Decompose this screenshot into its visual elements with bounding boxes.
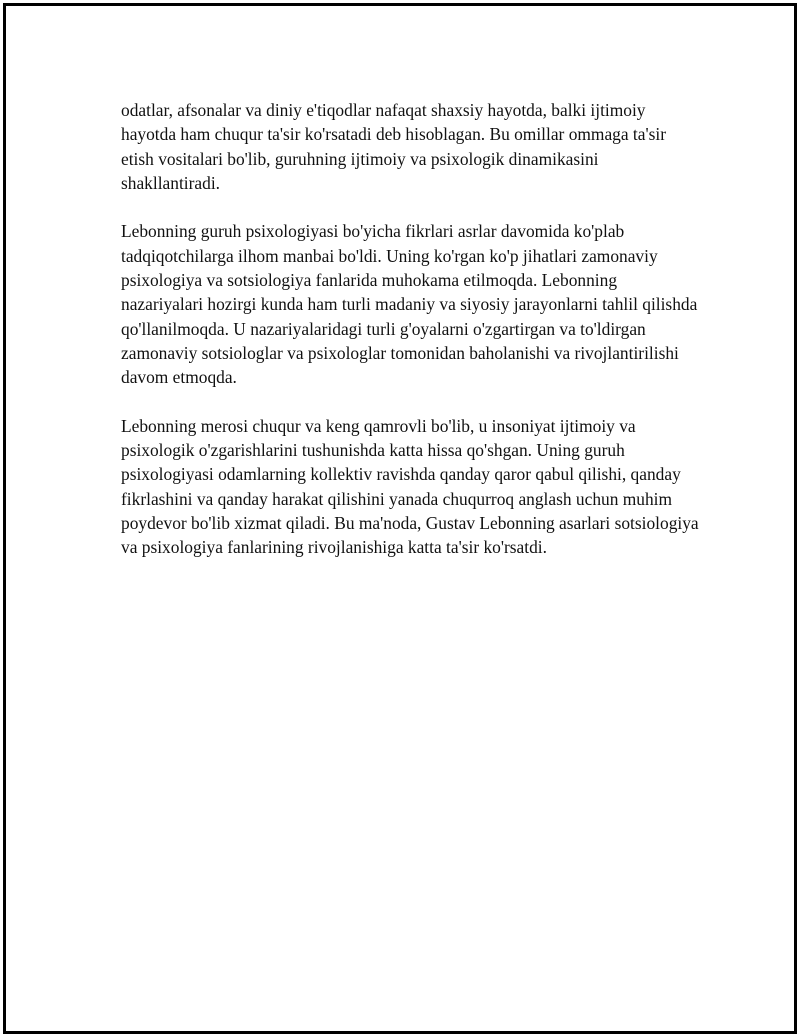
document-body xyxy=(121,98,701,584)
paragraph-3: Lebonning merosi chuqur va keng qamrovli bo'lib, u insoniyat ijtimoiy va psixologik o'zgarishlarini tushunishda katta hissa qo'shgan. Uning guruh psixologiyasi odamlarning kollektiv ravishda qanday qaror qabul qilishi, qanday fikrlashini va qanday harakat qilishini yanada chuqurroq anglash uchun muhim poydevor bo'lib xizmat qiladi. Bu ma'noda, Gustav Lebonning asarlari sotsiologiya va psixologiya fanlarining rivojlanishiga katta ta'sir ko'rsatdi. xyxy=(121,415,699,558)
paragraph-2: Lebonning guruh psixologiyasi bo'yicha fikrlari asrlar davomida ko'plab tadqiqotchilarga ilhom manbai bo'ldi. Uning ko'rgan ko'p jihatlari zamonaviy psixologiya va sotsiologiya fanlarida muhokama etilmoqda. Lebonning nazariyalari hozirgi kunda ham turli madaniy va siyosiy jarayonlarni tahlil qilishda qo'llanilmoqda. U nazariyalaridagi turli g'oyalarni o'zgartirgan va to'ldirgan zamonaviy sotsiologlar va psixologlar tomonidan baholanishi va rivojlantirilishi davom etmoqda. xyxy=(121,221,698,388)
paragraph-1: odatlar, afsonalar va diniy e'tiqodlar nafaqat shaxsiy hayotda, balki ijtimoiy hayotda ham chuqur ta'sir ko'rsatadi deb hisoblagan. Bu omillar ommaga ta'sir etish vositalari bo'lib, guruhning ijtimoiy va psixologik dinamikasini shakllantiradi. xyxy=(121,100,666,193)
page-frame xyxy=(3,3,797,1034)
